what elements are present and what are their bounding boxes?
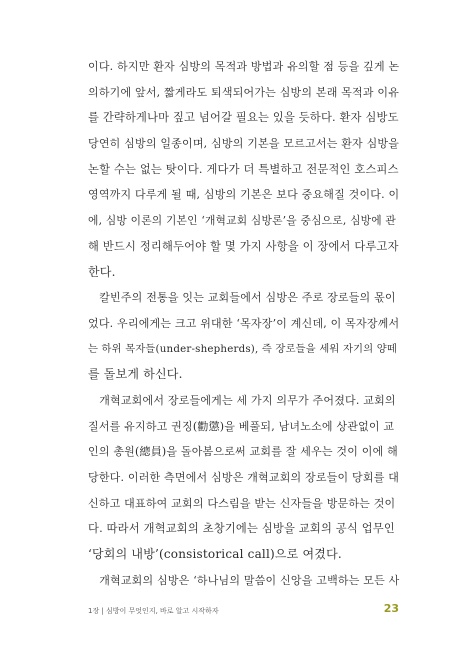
text-line: 개혁교회에서 장로들에게는 세 가지 의무가 주어졌다. 교회의 [88, 393, 396, 407]
text-line: 한다. [88, 264, 116, 279]
text-line: 영역까지 다루게 될 때, 심방의 기본은 보다 중요해질 것이다. 이 [88, 188, 400, 202]
text-line: 당한다. 이러한 측면에서 심방은 개혁교회의 장로들이 당회를 대 [88, 471, 400, 484]
text-line: 었다. 우리에게는 크고 위대한 ‘목자장’이 계신데, 이 목자장께서 [88, 316, 400, 330]
text-line: ‘당회의 내방’(consistorical call)으로 여겼다. [88, 547, 342, 562]
text-line: 를 돌보게 하신다. [88, 367, 183, 382]
text-line: 논할 수는 없는 탓이다. 게다가 더 특별하고 전문적인 호스피스 [88, 162, 399, 176]
text-line: 를 간략하게나마 짚고 넘어갈 필요는 있을 듯하다. 환자 심방도 [88, 111, 399, 125]
text-line: 는 하위 목자들(under-shepherds), 즉 장로들을 세워 자기의 양떼 [88, 342, 397, 355]
text-line: 에, 심방 이론의 기본인 ‘개혁교회 심방론’을 중심으로, 심방에 관 [88, 214, 397, 228]
page-number: 23 [383, 602, 399, 615]
text-line: 의하기에 앞서, 짧게라도 퇴색되어가는 심방의 본래 목적과 이유 [88, 85, 400, 99]
text-line: 인의 총원(總員)을 돌아봄으로써 교회를 잘 세우는 것이 이에 해 [88, 445, 398, 459]
text-line: 칼빈주의 전통을 잇는 교회들에서 심방은 주로 장로들의 몫이 [88, 291, 396, 305]
text-line: 이다. 하지만 환자 심방의 목적과 방법과 유의할 점 등을 깊게 논 [88, 60, 400, 73]
text-line: 다. 따라서 개혁교회의 초창기에는 심방을 교회의 공식 업무인 [88, 522, 395, 536]
text-line: 해 반드시 정리해두어야 할 몇 가지 사항을 이 장에서 다루고자 [88, 239, 399, 253]
body-text [88, 54, 399, 593]
text-line: 질서를 유지하고 권징(勸懲)을 베풀되, 남녀노소에 상관없이 교 [88, 419, 395, 433]
text-line: 신하고 대표하여 교회의 다스림을 받는 신자들을 방문하는 것이 [88, 496, 396, 510]
page-footer [88, 602, 399, 618]
running-head: 1장 | 심방이 무엇인지, 바로 알고 시작하자 [88, 607, 219, 615]
text-line: 개혁교회의 심방은 ‘하나님의 말씀이 신앙을 고백하는 모든 사 [88, 573, 400, 587]
text-line: 당연히 심방의 일종이며, 심방의 기본을 모르고서는 환자 심방을 [88, 137, 400, 151]
